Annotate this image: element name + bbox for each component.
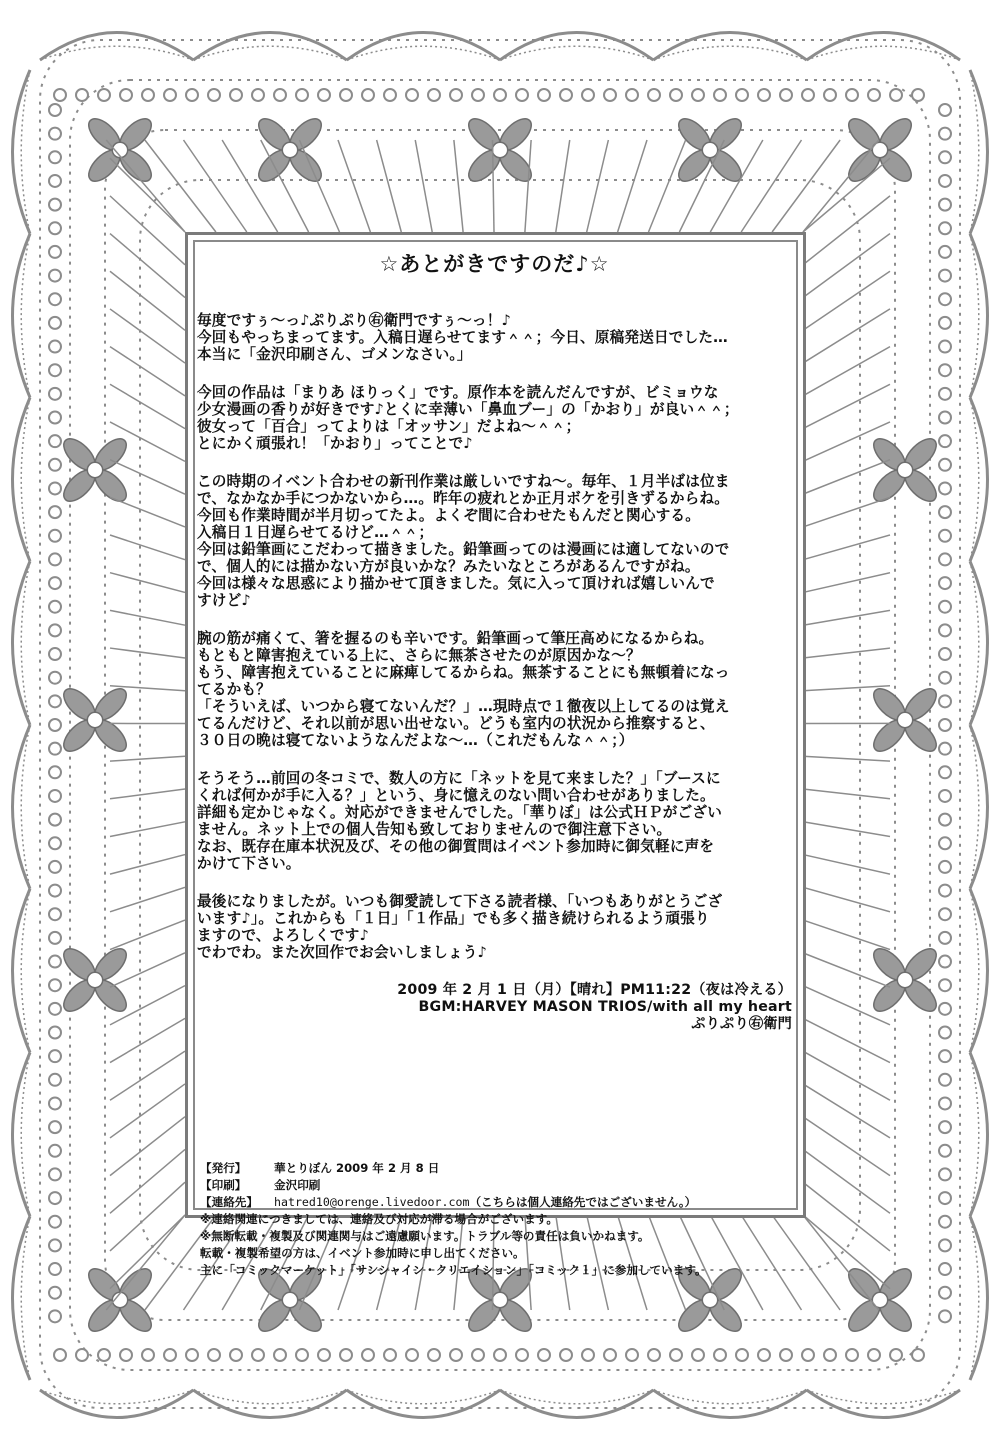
issue-label: 【発行】 [200, 1161, 247, 1175]
colophon-note: 主に「コミックマーケット」「サンシャイン・クリエイション」「コミック１」に参加しています。 [200, 1263, 707, 1277]
text-line: 本当に「金沢印刷さん、ゴメンなさい。」 [197, 346, 472, 363]
text-line: くれば何かが手に入る？」という、身に憶えのない問い合わせがありました。 [197, 787, 715, 804]
text-line: かけて下さい。 [197, 855, 301, 872]
text-line: ３０日の晩は寝てないようなんだよな～…（これだもんな＾＾；） [197, 732, 634, 749]
afterword-text [197, 248, 792, 1033]
text-line: なお、既存在庫本状況及び、その他の御質問はイベント参加時に御気軽に声を [197, 838, 715, 855]
text-line: で、なかなか手につかないから…。昨年の疲れとか正月ボケを引きずるからね。 [197, 490, 729, 507]
text-line: 今回もやっちまってます。入稿日遅らせてます＾＾；今日、原稿発送日でした… [197, 329, 728, 346]
signature-bgm: BGM:HARVEY MASON TRIOS/with all my heart [418, 999, 792, 1015]
print-value: 金沢印刷 [274, 1178, 321, 1192]
text-line: ますので、よろしくです♪ [197, 927, 369, 944]
text-line: てるんだけど、それ以前が思い出せない。どうも室内の状況から推察すると、 [197, 715, 715, 732]
text-line: 今回は様々な思惑により描かせて頂きました。気に入って頂ければ嬉しいんで [197, 575, 715, 592]
colophon-note: ※連絡関連につきましては、連絡及び対応が滞る場合がございます。 [200, 1212, 558, 1226]
text-line: てるかも？ [197, 681, 271, 698]
signature-block [197, 982, 792, 1033]
colophon-note: 転載・複製希望の方は、イベント参加時に申し出てください。 [200, 1246, 525, 1260]
text-line: 入稿日１日遅らせてるけど…＾＾； [197, 524, 434, 541]
text-line: 最後になりましたが。いつも御愛読して下さる読者様、「いつもありがとうござ [197, 893, 723, 910]
colophon-note: ※無断転載・複製及び関連関与はご遠慮願います。トラブル等の責任は負いかねます。 [200, 1229, 650, 1243]
text-line: 詳細も定かじゃなく。対応ができませんでした。「華りぼ」は公式ＨＰがござい [197, 804, 722, 821]
text-line: で、個人的には描かない方が良いかな？みたいなところがあるんですがね。 [197, 558, 700, 575]
text-line: とにかく頑張れ！「かおり」ってことで♪ [197, 435, 473, 452]
paragraph [197, 384, 792, 452]
colophon-contact [200, 1194, 800, 1211]
text-line: もう、障害抱えていることに麻痺してるからね。無茶することにも無頓着になっ [197, 664, 730, 681]
paragraph [197, 473, 792, 609]
signature-date: 2009 年 2 月 1 日（月）【晴れ】PM11:22（夜は冷える） [397, 982, 792, 998]
text-line: います♪」。これからも「１日」「１作品」でも多く描き続けられるよう頑張り [197, 910, 710, 927]
paragraph [197, 893, 792, 961]
text-line: ません。ネット上での個人告知も致しておりませんので御注意下さい。 [197, 821, 672, 838]
text-line: 腕の筋が痛くて、箸を握るのも辛いです。鉛筆画って筆圧高めになるからね。 [197, 630, 714, 647]
print-label: 【印刷】 [200, 1178, 247, 1192]
contact-note: （こちらは個人連絡先ではございません。） [469, 1195, 697, 1209]
text-line: 少女漫画の香りが好きです♪とくに幸薄い「鼻血ブー」の「かおり」が良い＾＾； [197, 401, 739, 418]
signature-author: ぷりぷり㊨衛門 [691, 1016, 792, 1032]
contact-email[interactable]: hatred10@orenge.livedoor.com [274, 1195, 470, 1209]
text-line: 「そういえば、いつから寝てないんだ？」…現時点で１徹夜以上してるのは覚え [197, 698, 730, 715]
text-line: 毎度ですぅ～っ♪ぷりぷり㊨衛門ですぅ～っ！♪ [197, 312, 512, 329]
paragraph-list [197, 312, 792, 961]
page-title: ☆あとがきですのだ♪☆ [379, 252, 610, 276]
contact-label: 【連絡先】 [200, 1195, 258, 1209]
text-line: 今回も作業時間が半月切ってたよ。よくぞ間に合わせたもんだと関心する。 [197, 507, 700, 524]
text-line: 今回は鉛筆画にこだわって描きました。鉛筆画ってのは漫画には適してないので [197, 541, 730, 558]
issue-value: 華とりぼん 2009 年 2 月 8 日 [274, 1161, 440, 1175]
text-line: もともと障害抱えている上に、さらに無茶させたのが原因かな～？ [197, 647, 641, 664]
text-line: すけど♪ [197, 592, 251, 609]
paragraph [197, 770, 792, 872]
colophon-print [200, 1177, 800, 1194]
text-line: 彼女って「百合」ってよりは「オッサン」だよね～＾＾； [197, 418, 581, 435]
colophon-issue [200, 1160, 800, 1177]
text-line: そうそう…前回の冬コミで、数人の方に「ネットを見て来ました？」「ブースに [197, 770, 721, 787]
text-line: この時期のイベント合わせの新刊作業は厳しいですね～。毎年、１月半ばは位ま [197, 473, 730, 490]
text-line: 今回の作品は「まりあ ほりっく」です。原作本を読んだんですが、ビミョウな [197, 384, 719, 401]
paragraph [197, 630, 792, 749]
colophon [200, 1160, 800, 1279]
paragraph [197, 312, 792, 363]
text-line: でわでわ。また次回作でお会いしましょう♪ [197, 944, 488, 961]
